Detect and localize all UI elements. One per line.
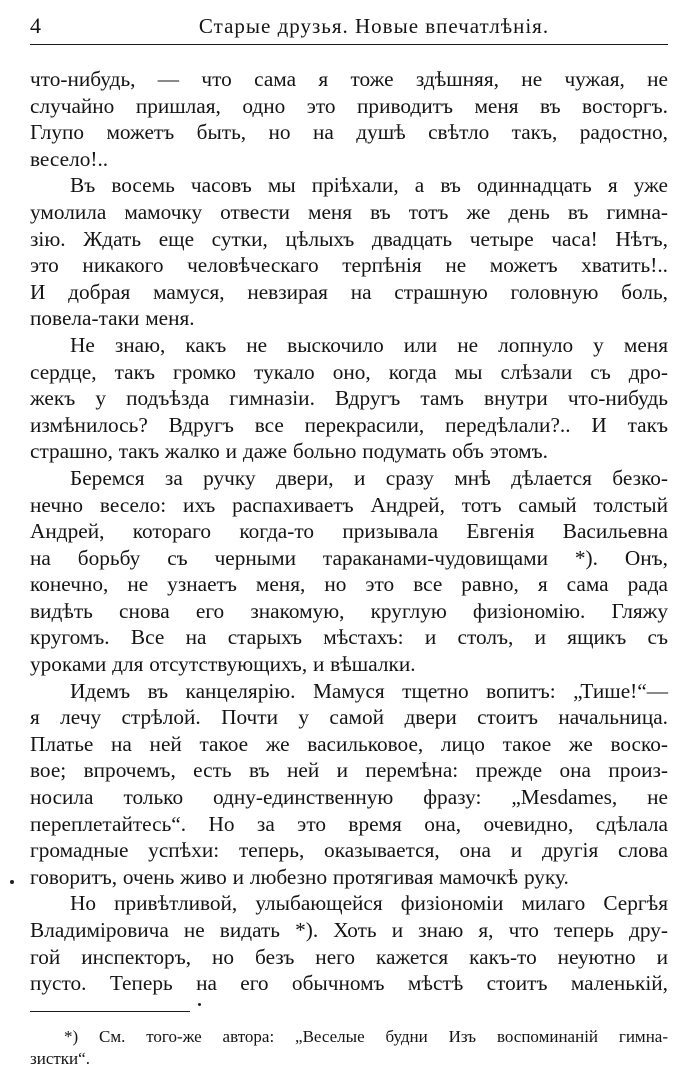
- text-line: вое; впрочемъ, есть въ ней и перемѣна: прежде она произ-: [30, 758, 668, 783]
- text-line: Въ восемь часовъ мы пріѣхали, а въ одиннадцать я уже: [70, 173, 668, 198]
- text-line: я лечу стрѣлой. Почти у самой двери стоитъ начальница.: [30, 705, 668, 730]
- text-line: Владиміровича не видать *). Хоть и знаю я, что теперь дру-: [30, 918, 668, 942]
- text-line: конечно, не узнаетъ меня, но это все равно, я сама рада: [30, 572, 668, 597]
- text-line: повела-таки меня.: [30, 306, 195, 331]
- text-line: Платье на ней такое же васильковое, лицо такое же воско-: [30, 731, 668, 756]
- text-line: Идемъ въ канцелярію. Мамуся тщетно вопитъ: „Тише!“—: [70, 678, 668, 703]
- footnote-line: *) См. того-же автора: „Веселые будни Изъ воспоминаній гимна-: [64, 1027, 668, 1046]
- text-line: случайно пришлая, одно это приводитъ меня въ восторгъ.: [30, 93, 668, 118]
- text-line: видѣть снова его знакомую, круглую физіономію. Гляжу: [30, 598, 668, 623]
- text-line: на борьбу съ черными тараканами-чудовищами *). Онъ,: [30, 545, 668, 570]
- text-line: И добрая мамуся, невзирая на страшную головную боль,: [30, 279, 668, 304]
- text-line: громадные успѣхи: теперь, оказывается, она и другія слова: [30, 838, 668, 863]
- text-line: это никакого человѣческаго терпѣнія не можетъ хватить!..: [30, 253, 668, 278]
- footnote-line: зистки“.: [30, 1049, 90, 1068]
- text-line: переплетайтесь“. Но за это время она, очевидно, сдѣлала: [30, 811, 668, 836]
- page-number: 4: [30, 13, 42, 38]
- text-line: сердце, такъ громко тукало оно, когда мы слѣзали съ дро-: [30, 359, 668, 384]
- text-line: Не знаю, какъ не выскочило или не лопнуло у меня: [70, 332, 668, 357]
- text-line: пусто. Теперь на его обычномъ мѣстѣ стоитъ маленькій,: [30, 971, 668, 996]
- text-line: уроками для отсутствующихъ, и вѣшалки.: [30, 652, 416, 677]
- footnote-divider: [30, 1011, 190, 1012]
- text-line: говоритъ, очень живо и любезно протягивая мамочкѣ руку.: [30, 864, 569, 889]
- text-line: носила только одну-единственную фразу: „Mesdames, не: [30, 785, 668, 810]
- text-line: Беремся за ручку двери, и сразу мнѣ дѣлается безко-: [70, 465, 668, 490]
- text-line: Глупо можетъ быть, но на душѣ свѣтло такъ, радостно,: [30, 120, 668, 145]
- text-line: жекъ у подъѣзда гимназіи. Вдругъ тамъ внутри что-нибудь: [30, 386, 668, 411]
- text-line: зію. Ждать еще сутки, цѣлыхъ двадцать четыре часа! Нѣтъ,: [30, 226, 668, 251]
- ink-speck: [198, 1003, 201, 1006]
- text-line: измѣнилось? Вдругъ все перекрасили, передѣлали?.. И такъ: [30, 412, 668, 437]
- running-title: Старые друзья. Новые впечатлѣнія.: [198, 14, 550, 38]
- text-line: Андрей, котораго когда-то призывала Евгенія Васильевна: [30, 519, 668, 544]
- text-line: умолила мамочку отвести меня въ тотъ же день въ гимна-: [30, 199, 668, 224]
- text-line: что-нибудь, — что сама я тоже здѣшняя, не чужая, не: [30, 67, 668, 91]
- text-line: кругомъ. Все на старыхъ мѣстахъ: и столъ, и ящикъ съ: [30, 625, 668, 650]
- footnote: [30, 1026, 668, 1070]
- body-text: [30, 66, 668, 997]
- ink-speck: [10, 880, 14, 884]
- text-line: нечно весело: ихъ распахиваетъ Андрей, тотъ самый толстый: [30, 492, 668, 517]
- text-line: весело!..: [30, 146, 109, 171]
- text-line: Но привѣтливой, улыбающейся физіономіи милаго Сергѣя: [70, 891, 668, 916]
- text-line: гой инспекторъ, но безъ него кажется какъ-то неуютно и: [30, 944, 668, 969]
- text-line: страшно, такъ жалко и даже больно подумать объ этомъ.: [30, 439, 548, 464]
- page-header: [30, 10, 668, 45]
